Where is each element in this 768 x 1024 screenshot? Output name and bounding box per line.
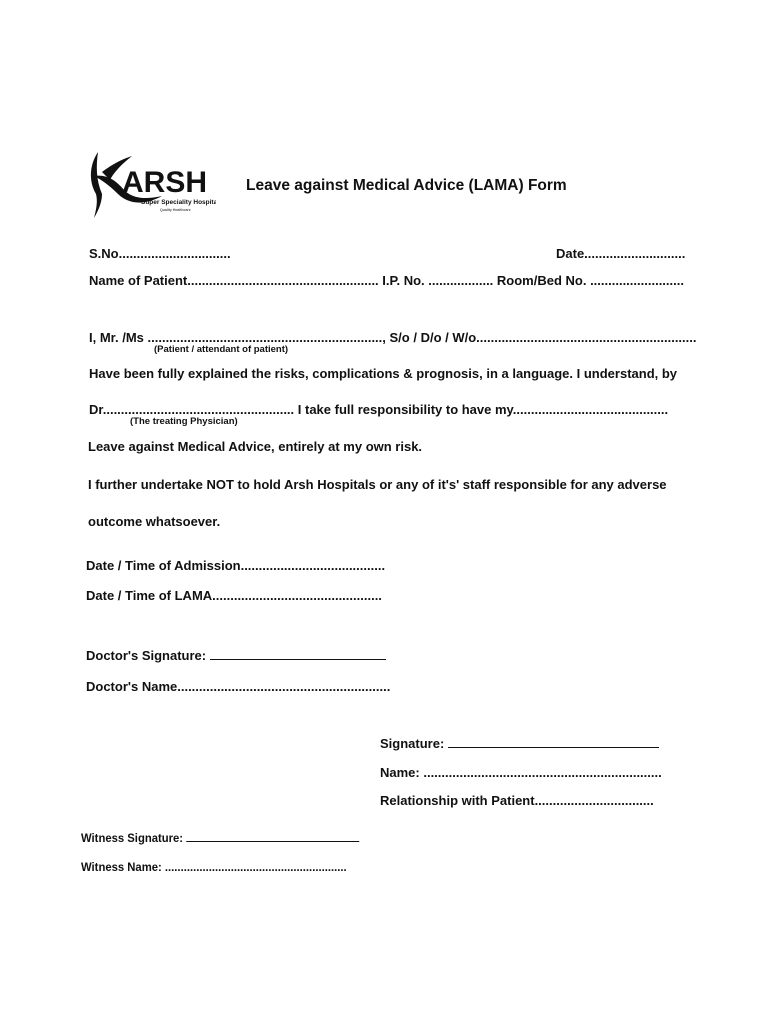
witness-signature-line[interactable] bbox=[186, 841, 359, 842]
signature-row bbox=[380, 736, 659, 751]
date-field[interactable]: Date............................ bbox=[556, 246, 686, 261]
witness-signature-label: Witness Signature: bbox=[81, 831, 184, 845]
svg-text:Quality Healthcare: Quality Healthcare bbox=[160, 208, 191, 212]
doctor-signature-line[interactable] bbox=[210, 659, 386, 660]
admission-time-field[interactable]: Date / Time of Admission........................................ bbox=[86, 558, 386, 573]
lama-risk-text: Leave against Medical Advice, entirely at my own risk. bbox=[88, 439, 423, 454]
svg-text:ARSH: ARSH bbox=[122, 166, 208, 199]
lama-time-field[interactable]: Date / Time of LAMA............................................... bbox=[86, 588, 382, 603]
explained-text: Have been fully explained the risks, complications & prognosis, in a language. I understand, by bbox=[89, 366, 678, 381]
patient-details-line[interactable]: Name of Patient..................................................... I.P. No. .................. Room/Bed No. .......................... bbox=[89, 273, 684, 288]
doctor-note: (The treating Physician) bbox=[130, 416, 238, 427]
doctor-signature-label: Doctor's Signature: bbox=[86, 648, 207, 663]
doctor-signature-row bbox=[86, 648, 386, 663]
declarant-line[interactable]: I, Mr. /Ms ................................................................., S/o / D/o / W/o............................................................. bbox=[89, 330, 697, 345]
arsh-hospital-logo bbox=[88, 150, 216, 222]
svg-text:Super Speciality Hospital: Super Speciality Hospital bbox=[141, 199, 216, 206]
outcome-text: outcome whatsoever. bbox=[88, 514, 221, 529]
signature-line[interactable] bbox=[448, 747, 659, 748]
doctor-name-field[interactable]: Doctor's Name........................................................... bbox=[86, 679, 391, 694]
form-title: Leave against Medical Advice (LAMA) Form bbox=[246, 177, 567, 194]
signature-label: Signature: bbox=[380, 736, 445, 751]
witness-signature-row bbox=[81, 831, 359, 845]
witness-name-field[interactable]: Witness Name: .......................................................... bbox=[81, 860, 347, 874]
relationship-field[interactable]: Relationship with Patient................................. bbox=[380, 793, 654, 808]
doctor-line[interactable]: Dr..................................................... I take full responsibility to have my........................................... bbox=[89, 402, 669, 417]
arsh-swoosh-icon bbox=[88, 150, 216, 222]
undertake-text: I further undertake NOT to hold Arsh Hospitals or any of it's' staff responsible for any adverse bbox=[88, 477, 667, 492]
sno-field[interactable]: S.No............................... bbox=[89, 246, 231, 261]
name-field[interactable]: Name: .................................................................. bbox=[380, 765, 662, 780]
declarant-note: (Patient / attendant of patient) bbox=[154, 344, 289, 355]
